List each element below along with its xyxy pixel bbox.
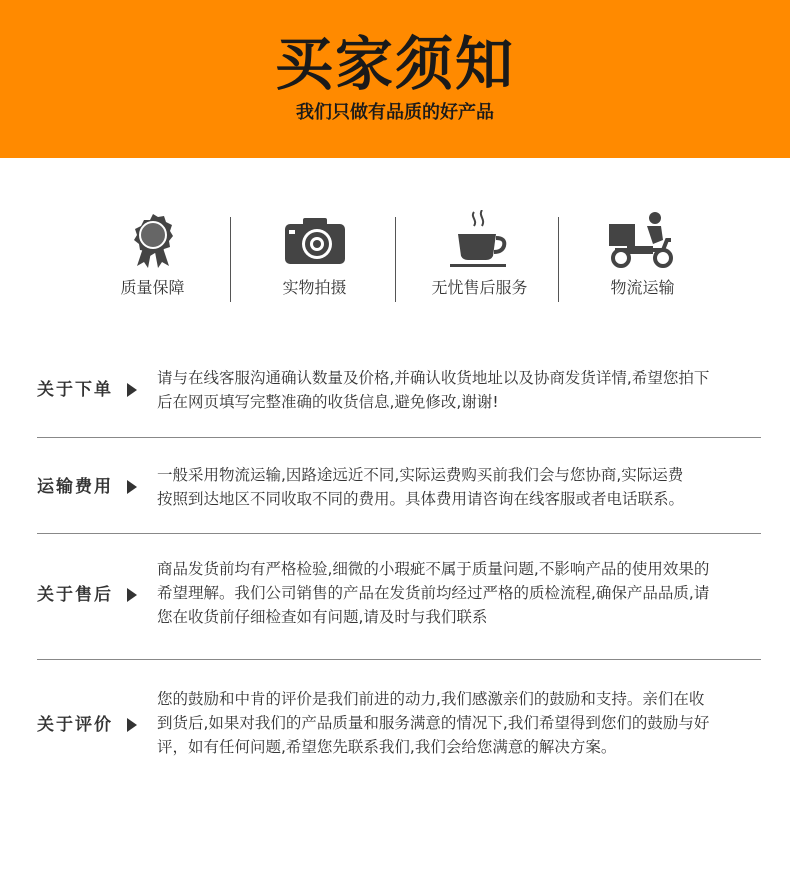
text-line: 商品发货前均有严格检验,细微的小瑕疵不属于质量问题,不影响产品的使用效果的 [157, 560, 710, 578]
divider [37, 659, 761, 660]
divider [230, 217, 231, 302]
section-shipping-fee [37, 455, 761, 525]
text-line: 评，如有任何问题,希望您先联系我们,我们会给您满意的解决方案。 [157, 738, 617, 756]
arrow-right-icon [127, 588, 137, 602]
header-banner [0, 0, 790, 158]
section-reviews [37, 680, 761, 780]
arrow-right-icon [127, 480, 137, 494]
divider [37, 437, 761, 438]
feature-logistics [560, 192, 725, 312]
text-line: 到货后,如果对我们的产品质量和服务满意的情况下,我们希望得到您们的鼓励与好 [157, 714, 710, 732]
delivery-scooter-icon [607, 210, 679, 270]
section-title: 关于评价 [37, 715, 113, 735]
divider [395, 217, 396, 302]
section-text [157, 463, 757, 511]
feature-real-photo [232, 192, 397, 312]
camera-icon [279, 210, 351, 270]
text-line: 您在收货前仔细检查如有问题,请及时与我们联系 [157, 608, 488, 626]
arrow-right-icon [127, 718, 137, 732]
page-subtitle: 我们只做有品质的好产品 [296, 102, 494, 123]
page-title: 买家须知 [274, 30, 515, 98]
feature-label: 质量保障 [120, 278, 185, 297]
medal-icon [117, 210, 189, 270]
feature-label: 实物拍摄 [282, 278, 347, 297]
arrow-right-icon [127, 383, 137, 397]
feature-label: 物流运输 [610, 278, 675, 297]
section-ordering [37, 360, 761, 430]
coffee-cup-icon [444, 210, 516, 270]
feature-quality [70, 192, 235, 312]
section-text [157, 687, 757, 759]
text-line: 按照到达地区不同收取不同的费用。具体费用请咨询在线客服或者电话联系。 [157, 490, 685, 508]
divider [37, 533, 761, 534]
text-line: 您的鼓励和中肯的评价是我们前进的动力,我们感激亲们的鼓励和支持。亲们在收 [157, 690, 705, 708]
text-line: 一般采用物流运输,因路途远近不同,实际运费购买前我们会与您协商,实际运费 [157, 466, 684, 484]
section-after-sales [37, 550, 761, 650]
section-text [157, 366, 757, 414]
divider [558, 217, 559, 302]
section-title: 关于下单 [37, 380, 113, 400]
text-line: 请与在线客服沟通确认数量及价格,并确认收货地址以及协商发货详情,希望您拍下 [157, 369, 710, 387]
feature-label: 无忧售后服务 [431, 278, 528, 297]
feature-row [70, 192, 730, 312]
text-line: 后在网页填写完整准确的收货信息,避免修改,谢谢! [157, 393, 499, 411]
section-text [157, 557, 757, 629]
section-title: 运输费用 [37, 477, 113, 497]
section-title: 关于售后 [37, 585, 113, 605]
feature-after-sales [397, 192, 562, 312]
text-line: 希望理解。我们公司销售的产品在发货前均经过严格的质检流程,确保产品品质,请 [157, 584, 710, 602]
